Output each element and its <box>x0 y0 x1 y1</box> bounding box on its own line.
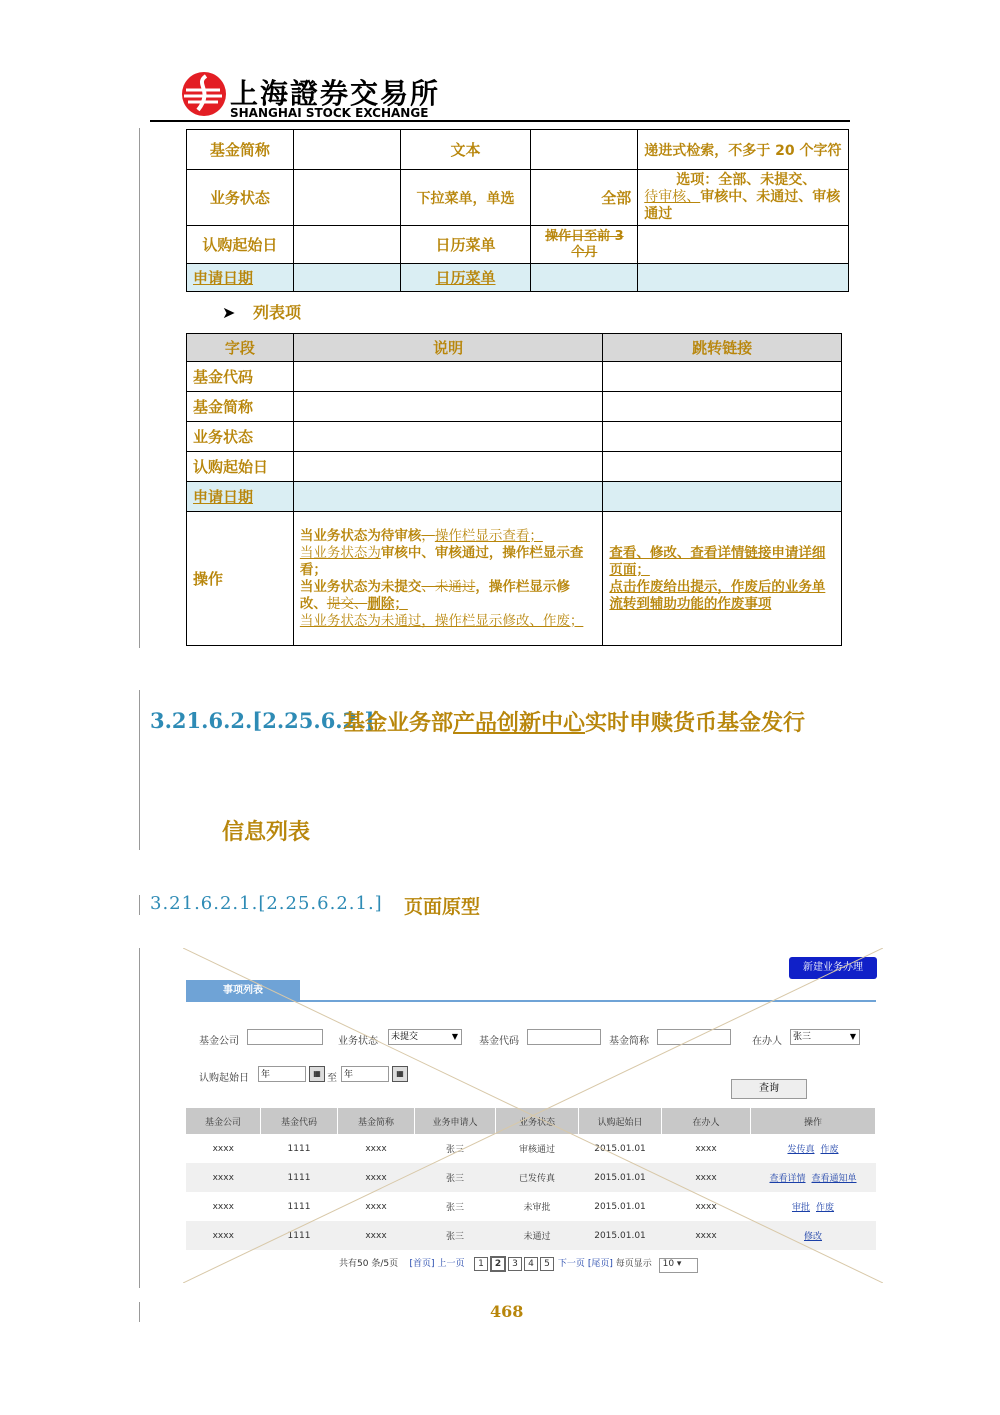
table-cell: 业务状态 <box>187 170 294 226</box>
send-fax-link[interactable]: 发传真 <box>787 1145 815 1155</box>
column-header: 跳转链接 <box>603 334 842 362</box>
sse-logo <box>180 70 440 120</box>
table-row <box>187 392 842 422</box>
pager-total: 共有50 条/5页 <box>339 1259 399 1269</box>
link-description: 查看、修改、查看详情链接申请详细页面； <box>609 544 826 578</box>
status-options-text: 选项：全部、未提交、 <box>676 172 817 188</box>
void-link[interactable]: 作废 <box>816 1203 835 1213</box>
revision-bar <box>139 895 140 915</box>
table-cell: xxxx <box>338 1221 415 1250</box>
code-label: 基金代码 <box>479 1036 519 1047</box>
table-cell: 操作 <box>187 512 294 646</box>
table-cell: xxxx <box>662 1221 751 1250</box>
desc-inserted-text: 操作栏显示查看； <box>434 527 543 544</box>
table-cell <box>531 264 638 292</box>
table-row <box>187 226 849 264</box>
table-cell: 递进式检索，不多于 20 个字符 <box>638 130 849 170</box>
table-cell <box>603 482 842 512</box>
table-cell <box>638 226 849 264</box>
per-page-value: 10 <box>662 1259 675 1269</box>
column-header: 基金简称 <box>338 1108 415 1134</box>
table-cell: xxxx <box>186 1192 261 1221</box>
table-cell: 审核通过 <box>496 1134 579 1163</box>
desc-text: 审核中、审核通过，操作栏显示查看； <box>299 544 584 578</box>
section-title <box>343 706 805 737</box>
desc-text: 当业务状态为未提交 <box>299 578 422 595</box>
desc-text: ，操作栏显示修改、 <box>299 578 570 612</box>
table-cell <box>603 452 842 482</box>
table-row <box>187 264 849 292</box>
table-cell: 2015.01.01 <box>579 1221 662 1250</box>
table-cell: 文本 <box>400 130 531 170</box>
view-detail-link[interactable]: 查看详情 <box>769 1174 806 1184</box>
section-title-part: 实时申赎货币基金发行 <box>585 711 806 736</box>
table-cell <box>603 392 842 422</box>
per-page-label: 每页显示 <box>615 1259 652 1269</box>
table-cell: 2015.01.01 <box>579 1163 662 1192</box>
table-row <box>187 452 842 482</box>
list-heading <box>222 300 301 323</box>
table-row <box>187 170 849 226</box>
operation-description-cell <box>293 512 603 646</box>
column-header: 业务申请人 <box>415 1108 496 1134</box>
prev-page-link[interactable]: 上一页 <box>437 1259 465 1269</box>
table-row <box>187 512 842 646</box>
desc-deleted-text: 、未通过 <box>421 578 476 595</box>
table-cell: 操作日至前 3 个月 <box>531 226 638 264</box>
table-cell: 张三 <box>415 1163 496 1192</box>
operation-link-cell <box>603 512 842 646</box>
table-cell <box>293 130 400 170</box>
company-label: 基金公司 <box>199 1036 239 1047</box>
table-cell: 认购起始日 <box>187 452 294 482</box>
page-number: 468 <box>490 1302 524 1321</box>
dropdown-arrow-icon: ▼ <box>451 1032 458 1041</box>
table-cell: xxxx <box>662 1134 751 1163</box>
logo-chinese-name: 上海證券交易所 <box>230 77 441 110</box>
desc-inserted-text: 删除； <box>367 595 408 612</box>
arrow-bullet-icon: ➤ <box>222 303 236 322</box>
dropdown-arrow-icon: ▼ <box>849 1032 856 1041</box>
table-cell: 申请日期 <box>187 482 294 512</box>
subsection-number: 3.21.6.2.1.[2.25.6.2.1.] <box>150 893 383 914</box>
query-condition-table <box>186 129 849 292</box>
table-cell <box>293 226 400 264</box>
subsection-title: 页面原型 <box>404 896 481 918</box>
section-title-line2: 信息列表 <box>222 820 311 845</box>
table-row <box>187 482 842 512</box>
table-cell: 2015.01.01 <box>579 1192 662 1221</box>
table-cell: 基金简称 <box>187 130 294 170</box>
table-cell: 日历菜单 <box>400 264 531 292</box>
table-cell <box>293 452 603 482</box>
table-cell: 1111 <box>261 1163 338 1192</box>
name-label: 基金简称 <box>609 1036 649 1047</box>
to-label: 至 <box>327 1073 337 1084</box>
table-cell: 业务状态 <box>187 422 294 452</box>
table-cell <box>293 482 603 512</box>
table-cell: 基金简称 <box>187 392 294 422</box>
column-header: 说明 <box>293 334 603 362</box>
desc-deleted-text: ， <box>421 527 435 544</box>
table-cell <box>603 362 842 392</box>
table-cell <box>638 170 849 226</box>
table-cell: 已发传真 <box>496 1163 579 1192</box>
handler-select-value: 张三 <box>793 1032 812 1042</box>
table-cell: 1111 <box>261 1221 338 1250</box>
table-cell: xxxx <box>662 1192 751 1221</box>
last-page-link[interactable]: [尾页] <box>587 1259 613 1269</box>
table-cell <box>293 170 400 226</box>
column-header: 操作 <box>751 1108 876 1134</box>
table-row <box>187 362 842 392</box>
table-cell <box>293 264 400 292</box>
table-cell: xxxx <box>338 1134 415 1163</box>
table-cell: xxxx <box>662 1163 751 1192</box>
page-number-button[interactable]: 4 <box>524 1257 538 1271</box>
section-number: 3.21.6.2.[2.25.6.2.] <box>150 708 375 733</box>
calendar-icon[interactable]: ▦ <box>309 1066 325 1082</box>
table-cell <box>603 422 842 452</box>
table-cell <box>293 392 603 422</box>
revision-bar <box>139 948 140 1288</box>
page-prototype-mockup <box>183 948 883 1283</box>
list-heading-text: 列表项 <box>252 303 301 322</box>
column-header: 业务状态 <box>496 1108 579 1134</box>
table-cell: 日历菜单 <box>400 226 531 264</box>
void-link[interactable]: 作废 <box>820 1145 839 1155</box>
table-cell: 张三 <box>415 1192 496 1221</box>
table-cell: 张三 <box>415 1221 496 1250</box>
revision-bar <box>139 128 140 648</box>
revision-bar <box>139 690 140 850</box>
table-row <box>187 422 842 452</box>
status-options-text: 审核中、未通过、审核通过 <box>644 189 841 222</box>
list-field-table <box>186 333 842 646</box>
table-cell: xxxx <box>338 1163 415 1192</box>
page-number-button[interactable]: 1 <box>474 1257 488 1271</box>
table-cell: xxxx <box>186 1134 261 1163</box>
table-cell: 申请日期 <box>187 264 294 292</box>
table-cell: 认购起始日 <box>187 226 294 264</box>
sse-logo-icon <box>180 70 228 118</box>
handler-label: 在办人 <box>752 1036 782 1047</box>
table-cell <box>638 264 849 292</box>
table-cell: 下拉菜单，单选 <box>400 170 531 226</box>
edit-link[interactable]: 修改 <box>803 1232 822 1242</box>
desc-deleted-text: 提交、 <box>326 595 368 612</box>
table-cell: 基金代码 <box>187 362 294 392</box>
logo-english-name: SHANGHAI STOCK EXCHANGE <box>230 106 429 120</box>
table-cell: 1111 <box>261 1134 338 1163</box>
page-number-button[interactable]: 5 <box>540 1257 554 1271</box>
revision-bar <box>139 1302 140 1322</box>
column-header: 在办人 <box>662 1108 751 1134</box>
section-title-inserted: 产品创新中心 <box>453 711 586 736</box>
current-page-button[interactable]: 2 <box>490 1256 506 1272</box>
per-page-select[interactable]: 10 ▾ <box>659 1258 698 1273</box>
table-cell: 未审批 <box>496 1192 579 1221</box>
table-cell: 1111 <box>261 1192 338 1221</box>
table-cell: 全部 <box>531 170 638 226</box>
table-cell: 未通过 <box>496 1221 579 1250</box>
table-header-row <box>187 334 842 362</box>
table-cell <box>293 362 603 392</box>
header-divider <box>150 120 850 122</box>
new-business-button[interactable]: 新建业务办理 <box>789 957 877 979</box>
column-header: 基金公司 <box>186 1108 261 1134</box>
approve-link[interactable]: 审批 <box>791 1203 810 1213</box>
table-cell <box>293 422 603 452</box>
table-row <box>187 130 849 170</box>
desc-inserted-text: 当业务状态为 <box>299 544 381 561</box>
table-cell: xxxx <box>186 1221 261 1250</box>
page-number-button[interactable]: 3 <box>508 1257 522 1271</box>
next-page-link[interactable]: 下一页 <box>557 1259 585 1269</box>
column-header: 字段 <box>187 334 294 362</box>
table-cell <box>531 130 638 170</box>
strikeout-cross <box>183 948 883 1283</box>
year-placeholder: 年 <box>261 1070 271 1080</box>
status-select-value: 未提交 <box>391 1032 419 1042</box>
calendar-icon[interactable]: ▦ <box>392 1066 408 1082</box>
query-button[interactable]: 查询 <box>731 1079 807 1099</box>
desc-text: 当业务状态为待审核 <box>299 527 422 544</box>
status-label: 业务状态 <box>338 1036 378 1047</box>
table-cell: xxxx <box>338 1192 415 1221</box>
desc-inserted-text: 当业务状态为未通过，操作栏显示修改、作废； <box>299 612 584 629</box>
year-placeholder: 年 <box>344 1070 354 1080</box>
status-option-pending: 待审核、 <box>644 189 701 205</box>
table-cell: xxxx <box>186 1163 261 1192</box>
table-cell: 2015.01.01 <box>579 1134 662 1163</box>
column-header: 基金代码 <box>261 1108 338 1134</box>
section-title-part: 基金业务部 <box>343 711 454 736</box>
start-date-label: 认购起始日 <box>199 1073 249 1084</box>
link-description: 点击作废给出提示，作废后的业务单流转到辅助功能的作废事项 <box>609 578 826 612</box>
column-header: 认购起始日 <box>579 1108 662 1134</box>
table-cell: 张三 <box>415 1134 496 1163</box>
view-notice-link[interactable]: 查看通知单 <box>811 1174 857 1184</box>
tab-item-list[interactable]: 事项列表 <box>186 980 300 1001</box>
first-page-link[interactable]: [首页] <box>409 1259 435 1269</box>
